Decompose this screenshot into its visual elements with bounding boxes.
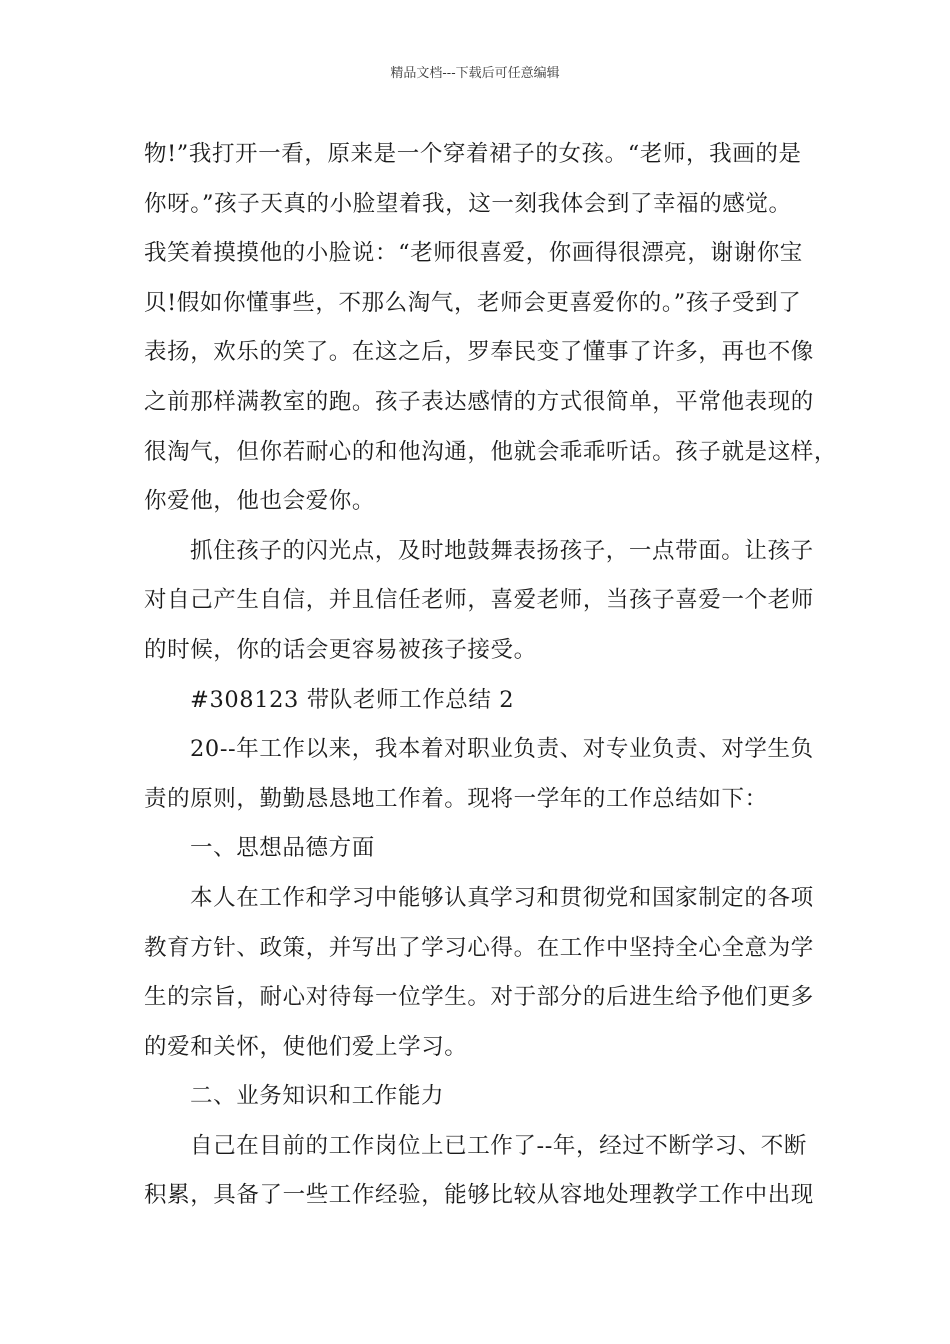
- text-line: 我笑着摸摸他的小脸说：“老师很喜爱，你画得很漂亮，谢谢你宝: [144, 240, 803, 267]
- text-line: 你呀。”孩子天真的小脸望着我，这一刻我体会到了幸福的感觉。: [144, 190, 792, 217]
- text-line: 之前那样满教室的跑。孩子表达感情的方式很简单，平常他表现的: [144, 388, 814, 415]
- text-line: 很淘气，但你若耐心的和他沟通，他就会乖乖听话。孩子就是这样，: [144, 438, 838, 465]
- text-line: 贝!假如你懂事些，不那么淘气，老师会更喜爱你的。”孩子受到了: [144, 289, 802, 316]
- text-line: 教育方针、政策，并写出了学习心得。在工作中坚持全心全意为学: [144, 934, 814, 961]
- text-line: 表扬，欢乐的笑了。在这之后，罗奉民变了懂事了许多，再也不像: [144, 339, 814, 366]
- text-line: 抓住孩子的闪光点，及时地鼓舞表扬孩子，一点带面。让孩子: [190, 537, 814, 564]
- text-line: 的时候，你的话会更容易被孩子接受。: [144, 636, 537, 663]
- text-line: 的爱和关怀，使他们爱上学习。: [144, 1033, 468, 1060]
- text-line: 责的原则，勤勤恳恳地工作着。现将一学年的工作总结如下：: [144, 785, 768, 812]
- text-line: 物!”我打开一看，原来是一个穿着裙子的女孩。“老师，我画的是: [144, 141, 802, 167]
- text-line: 一、思想品德方面: [190, 835, 375, 862]
- document-body: [144, 130, 838, 1221]
- text-line: 20--年工作以来，我本着对职业负责、对专业负责、对学生负: [190, 736, 814, 763]
- text-line: 积累，具备了一些工作经验，能够比较从容地处理教学工作中出现: [144, 1182, 814, 1209]
- text-line: 你爱他，他也会爱你。: [144, 488, 376, 515]
- page-header: 精品文档---下载后可任意编辑: [390, 66, 560, 81]
- text-line: 本人在工作和学习中能够认真学习和贯彻党和国家制定的各项: [190, 884, 814, 911]
- text-line: #308123 带队老师工作总结 2: [190, 686, 515, 713]
- text-line: 自己在目前的工作岗位上已工作了--年，经过不断学习、不断: [190, 1132, 808, 1159]
- text-line: 生的宗旨，耐心对待每一位学生。对于部分的后进生给予他们更多: [144, 984, 814, 1011]
- text-line: 对自己产生自信，并且信任老师，喜爱老师，当孩子喜爱一个老师: [144, 587, 814, 614]
- text-line: 二、业务知识和工作能力: [190, 1083, 445, 1110]
